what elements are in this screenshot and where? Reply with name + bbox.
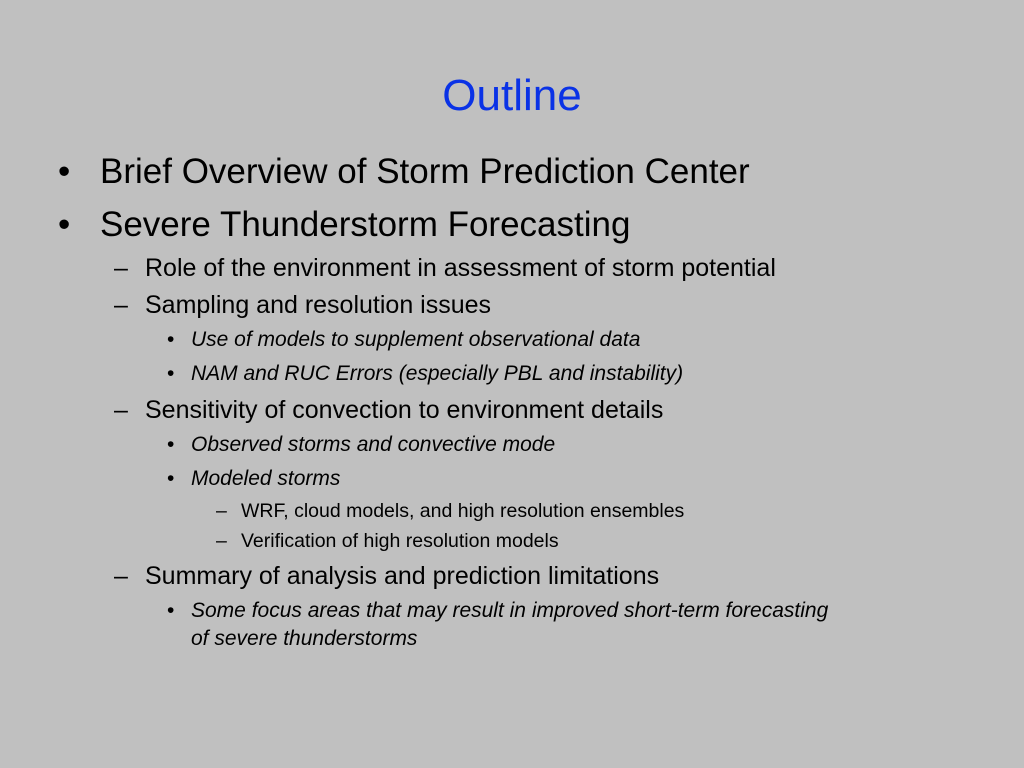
- slide-title: Outline: [442, 71, 582, 120]
- bullet-text: Some focus areas that may result in improved short-term forecasting of severe thunderstorms: [191, 599, 829, 650]
- bullet-item-level2: [114, 288, 492, 322]
- bullet-text: Sampling and resolution issues: [145, 291, 492, 319]
- bullet-item-level3: [167, 360, 684, 388]
- bullet-item-level2: [114, 559, 660, 593]
- bullet-text: NAM and RUC Errors (especially PBL and instability): [191, 362, 684, 385]
- bullet-item-level3: [167, 465, 341, 493]
- bullet-item-level3: [167, 326, 641, 354]
- bullet-item-level3: [167, 597, 851, 653]
- bullet-item-level3: [167, 431, 556, 459]
- bullet-item-level1: [58, 203, 631, 247]
- bullet-item-level2: [114, 251, 776, 285]
- dash-icon: –: [114, 291, 128, 319]
- dash-icon: –: [114, 396, 128, 424]
- bullet-icon: •: [58, 152, 71, 191]
- bullet-text: Use of models to supplement observational data: [191, 328, 641, 351]
- bullet-icon: •: [58, 205, 71, 244]
- bullet-text: Role of the environment in assessment of storm potential: [145, 254, 776, 282]
- bullet-text: Observed storms and convective mode: [191, 433, 556, 456]
- bullet-text: WRF, cloud models, and high resolution ensembles: [241, 500, 685, 522]
- dash-icon: –: [216, 530, 227, 552]
- bullet-item-level1: [58, 150, 750, 194]
- bullet-text: Severe Thunderstorm Forecasting: [100, 205, 631, 244]
- bullet-icon: •: [167, 328, 175, 351]
- bullet-item-level4: [216, 497, 685, 525]
- bullet-icon: •: [167, 433, 175, 456]
- bullet-text: Summary of analysis and prediction limitations: [145, 562, 660, 590]
- bullet-icon: •: [167, 599, 175, 622]
- bullet-text: Sensitivity of convection to environment details: [145, 396, 664, 424]
- bullet-item-level4: [216, 527, 559, 555]
- dash-icon: –: [114, 254, 128, 282]
- bullet-text: Brief Overview of Storm Prediction Center: [100, 152, 750, 191]
- dash-icon: –: [114, 562, 128, 590]
- bullet-icon: •: [167, 362, 175, 385]
- dash-icon: –: [216, 500, 227, 522]
- bullet-text: Verification of high resolution models: [241, 530, 559, 552]
- bullet-text: Modeled storms: [191, 467, 341, 490]
- bullet-item-level2: [114, 393, 664, 427]
- bullet-icon: •: [167, 467, 175, 490]
